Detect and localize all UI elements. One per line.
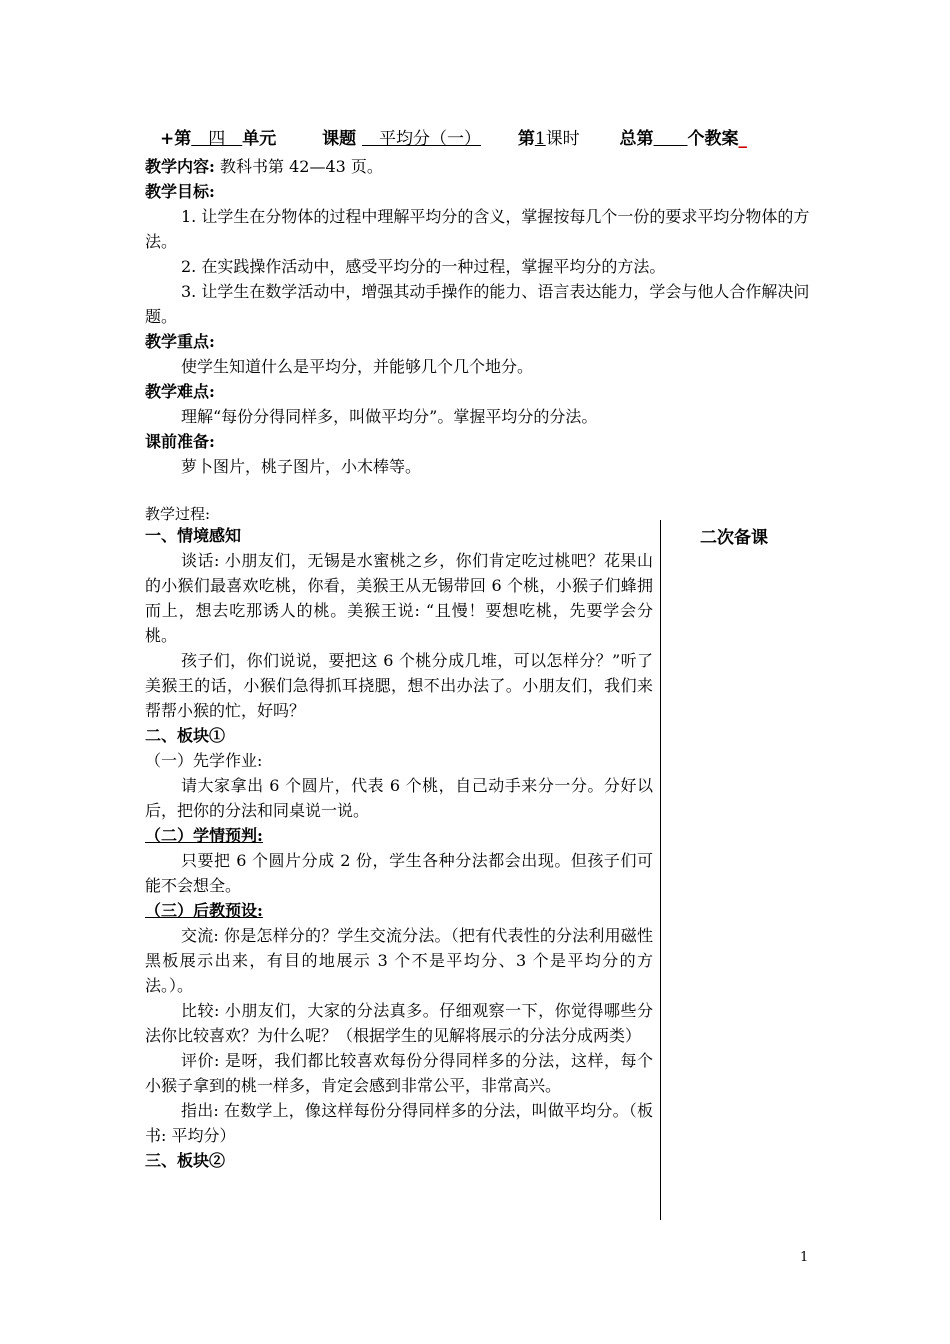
header-prefix: +第 [160,129,192,149]
preparation-label: 课前准备: [145,432,215,451]
subsection-heading: （一）先学作业: [145,751,263,770]
objective-item: 1. 让学生在分物体的过程中理解平均分的含义，掌握按每几个一份的要求平均分物体的方法。 [145,207,810,251]
paragraph: 比较: 小朋友们，大家的分法真多。仔细观察一下，你觉得哪些分法你比较喜欢？为什么呢？（根据学生的见解将展示的分法分成两类） [145,1001,653,1045]
header-unit-value: 四 [191,129,243,149]
header-topic-label: 课题 [322,129,357,149]
paragraph: 只要把 6 个圆片分成 2 份，学生各种分法都会出现。但孩子们可能不会想全。 [145,851,653,895]
objectives-label: 教学目标: [145,182,215,201]
section-heading: 三、板块② [145,1151,226,1170]
difficulty-text: 理解“每份分得同样多，叫做平均分”。掌握平均分的分法。 [181,407,598,426]
section-heading: 一、情境感知 [145,526,242,545]
column-divider [660,520,661,1220]
content-text: 教科书第 42—43 页。 [214,157,383,176]
key-point-label: 教学重点: [145,332,215,351]
key-point-text: 使学生知道什么是平均分，并能够几个几个地分。 [181,357,534,376]
header-lesson-value: 1 [534,129,546,149]
paragraph: 孩子们，你们说说，要把这 6 个桃分成几堆，可以怎样分？”听了美猴王的话，小猴们急得抓耳挠腮，想不出办法了。小朋友们，我们来帮帮小猴的忙，好吗？ [145,651,653,720]
process-title: 教学过程: [145,505,211,523]
header-total-value [654,128,688,150]
subsection-heading: （二）学情预判: [145,826,263,845]
header-total-suffix: 个教案 [687,129,739,149]
paragraph: 请大家拿出 6 个圆片，代表 6 个桃，自己动手来分一分。分好以后，把你的分法和同桌说一说。 [145,776,653,820]
header-topic-value: 平均分（一） [362,129,482,149]
header-lesson-suffix: 课时 [545,129,580,149]
header-trailing-mark: _ [738,129,748,149]
content-line [145,154,810,179]
section-heading: 二、板块① [145,726,226,745]
objective-item: 2. 在实践操作活动中，感受平均分的一种过程，掌握平均分的方法。 [181,257,666,276]
lesson-overview [145,154,810,479]
paragraph: 评价: 是呀，我们都比较喜欢每份分得同样多的分法，这样，每个小猴子拿到的桃一样多，肯定会感到非常公平，非常高兴。 [145,1051,653,1095]
process-body [145,523,653,1173]
header-unit-suffix: 单元 [242,129,277,149]
paragraph: 交流: 你是怎样分的？学生交流分法。（把有代表性的分法利用磁性黑板展示出来，有目的地展示 3 个不是平均分、3 个是平均分的方法。）。 [145,926,653,995]
page-number: 1 [800,1250,809,1265]
header-total-prefix: 总第 [619,129,654,149]
paragraph: 谈话: 小朋友们，无锡是水蜜桃之乡，你们肯定吃过桃吧？花果山的小猴们最喜欢吃桃，你看，美猴王从无锡带回 6 个桃，小猴子们蜂拥而上，想去吃那诱人的桃。美猴王说: “且慢！要想吃桃，先要学会分桃。 [145,551,653,645]
paragraph: 指出: 在数学上，像这样每份分得同样多的分法，叫做平均分。（板书: 平均分） [145,1101,653,1145]
preparation-text: 萝卜图片，桃子图片，小木棒等。 [181,457,422,476]
lesson-header [160,128,747,150]
objective-item: 3. 让学生在数学活动中，增强其动手操作的能力、语言表达能力，学会与他人合作解决问题。 [145,282,810,326]
second-prep-title: 二次备课 [700,528,768,548]
content-label: 教学内容: [145,157,215,176]
header-lesson-prefix: 第 [517,129,535,149]
subsection-heading: （三）后教预设: [145,901,263,920]
difficulty-label: 教学难点: [145,382,215,401]
